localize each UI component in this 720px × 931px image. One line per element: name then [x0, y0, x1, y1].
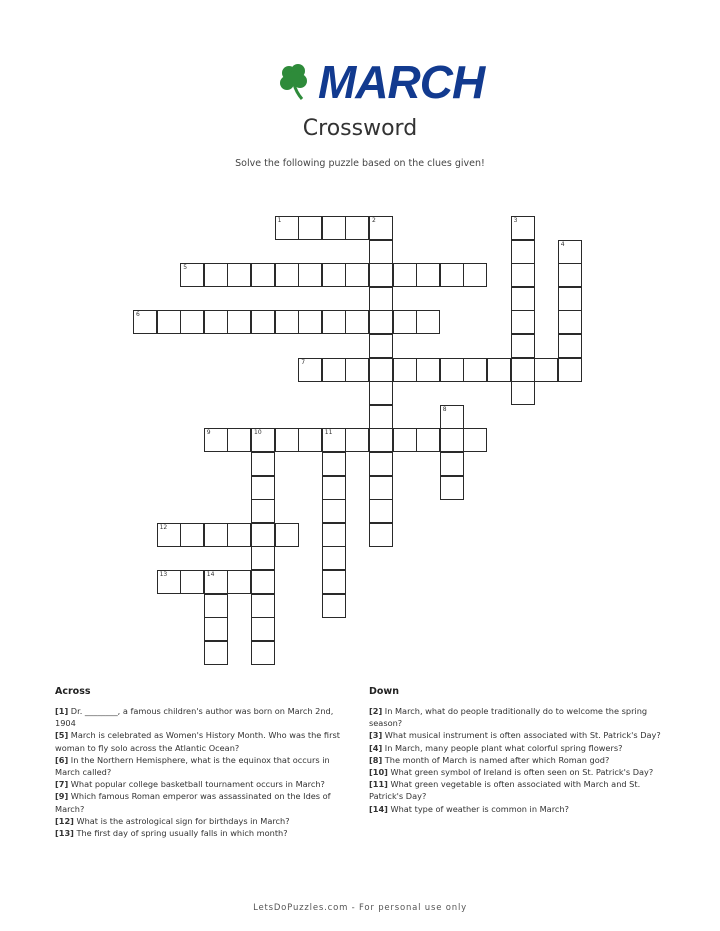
grid-cell[interactable]	[204, 570, 228, 594]
clue-label: [13]	[55, 828, 74, 839]
clue-item	[369, 754, 669, 766]
grid-cell[interactable]	[180, 263, 204, 287]
grid-cell[interactable]	[227, 263, 251, 287]
clue-text: The first day of spring usually falls in which month?	[73, 828, 288, 839]
grid-cell[interactable]	[393, 263, 417, 287]
grid-cell[interactable]	[298, 263, 322, 287]
clue-number: 7	[301, 358, 306, 366]
grid-cell[interactable]	[440, 405, 464, 429]
grid-cell[interactable]	[251, 499, 275, 523]
grid-cell[interactable]	[440, 263, 464, 287]
clue-item	[55, 729, 355, 753]
grid-cell[interactable]	[180, 310, 204, 334]
grid-cell[interactable]	[393, 358, 417, 382]
grid-cell[interactable]	[393, 310, 417, 334]
grid-cell[interactable]	[511, 216, 535, 240]
grid-cell[interactable]	[369, 523, 393, 547]
grid-cell[interactable]	[157, 523, 181, 547]
clue-text: In March, what do people traditionally do to welcome the spring season?	[369, 706, 648, 729]
grid-cell[interactable]	[251, 570, 275, 594]
grid-cell[interactable]	[463, 263, 487, 287]
grid-cell[interactable]	[251, 263, 275, 287]
grid-cell[interactable]	[369, 287, 393, 311]
clue-label: [12]	[55, 815, 74, 826]
footer-credit: LetsDoPuzzles.com - For personal use only	[253, 903, 467, 913]
grid-cell[interactable]	[369, 263, 393, 287]
clue-item	[369, 803, 669, 815]
grid-cell[interactable]	[369, 452, 393, 476]
clue-text: Which famous Roman emperor was assassinated on the Ides of March?	[55, 791, 331, 814]
grid-cell[interactable]	[369, 334, 393, 358]
clue-text: The month of March is named after which Roman god?	[382, 754, 610, 765]
clue-number: 2	[372, 217, 376, 224]
across-heading: Across	[55, 686, 91, 697]
grid-cell[interactable]	[511, 310, 535, 334]
grid-cell[interactable]	[393, 428, 417, 452]
grid-cell[interactable]	[345, 428, 369, 452]
grid-cell[interactable]	[416, 358, 440, 382]
clue-item	[369, 705, 669, 729]
grid-cell[interactable]	[369, 358, 393, 382]
grid-cell[interactable]	[416, 428, 440, 452]
grid-cell[interactable]	[369, 405, 393, 429]
grid-cell[interactable]	[227, 310, 251, 334]
grid-cell[interactable]	[275, 523, 299, 547]
grid-cell[interactable]	[298, 358, 322, 382]
down-heading: Down	[369, 686, 399, 697]
grid-cell[interactable]	[558, 263, 582, 287]
clue-number: 4	[560, 240, 565, 248]
grid-cell[interactable]	[511, 287, 535, 311]
grid-cell[interactable]	[227, 523, 251, 547]
clue-number: 5	[183, 264, 188, 272]
clue-text: What musical instrument is often associated with St. Patrick's Day?	[382, 730, 661, 741]
clue-label: [7]	[55, 779, 69, 790]
grid-cell[interactable]	[416, 310, 440, 334]
clue-text: What green symbol of Ireland is often seen on St. Patrick's Day?	[387, 767, 654, 778]
instructions-text: Solve the following puzzle based on the clues given!	[235, 158, 485, 169]
clue-item	[55, 705, 355, 729]
grid-cell[interactable]	[322, 263, 346, 287]
clue-label: [6]	[55, 754, 69, 765]
grid-cell[interactable]	[298, 310, 322, 334]
grid-cell[interactable]	[534, 358, 558, 382]
grid-cell[interactable]	[322, 310, 346, 334]
clue-item	[369, 729, 669, 741]
grid-cell[interactable]	[345, 263, 369, 287]
down-clues	[369, 686, 669, 815]
grid-cell[interactable]	[369, 428, 393, 452]
clue-text: What type of weather is common in March?	[387, 803, 569, 814]
grid-cell[interactable]	[322, 523, 346, 547]
grid-cell[interactable]	[180, 570, 204, 594]
clue-label: [14]	[369, 803, 388, 814]
clue-label: [5]	[55, 730, 69, 741]
grid-cell[interactable]	[558, 240, 582, 264]
clue-text: Dr. ________, a famous children's author was born on March 2nd, 1904	[55, 706, 334, 729]
clue-text: In the Northern Hemisphere, what is the equinox that occurs in March called?	[55, 754, 330, 778]
grid-cell[interactable]	[322, 499, 346, 523]
grid-cell[interactable]	[345, 358, 369, 382]
clue-number: 8	[442, 405, 447, 413]
grid-cell[interactable]	[322, 594, 346, 618]
grid-cell[interactable]	[275, 310, 299, 334]
grid-cell[interactable]	[251, 641, 275, 665]
grid-cell[interactable]	[251, 476, 275, 500]
grid-cell[interactable]	[251, 546, 275, 570]
grid-cell[interactable]	[369, 476, 393, 500]
clue-item	[55, 790, 355, 814]
grid-cell[interactable]	[440, 476, 464, 500]
grid-cell[interactable]	[416, 263, 440, 287]
clue-text: March is celebrated as Women's History Month. Who was the first woman to fly solo across the Atlantic Ocean?	[55, 730, 340, 753]
grid-cell[interactable]	[275, 263, 299, 287]
grid-cell[interactable]	[275, 428, 299, 452]
clue-item	[55, 754, 355, 778]
across-clues	[55, 686, 355, 839]
grid-cell[interactable]	[322, 428, 346, 452]
clue-item	[55, 815, 355, 827]
grid-cell[interactable]	[511, 381, 535, 405]
grid-cell[interactable]	[227, 428, 251, 452]
grid-cell[interactable]	[180, 523, 204, 547]
grid-cell[interactable]	[511, 263, 535, 287]
clue-label: [1]	[55, 706, 69, 716]
grid-cell[interactable]	[204, 641, 228, 665]
clue-label: [11]	[369, 779, 388, 790]
grid-cell[interactable]	[204, 310, 228, 334]
clue-number: 3	[513, 217, 518, 224]
clue-text: In March, many people plant what colorful spring flowers?	[382, 742, 623, 753]
clue-text: What is the astrological sign for birthdays in March?	[73, 815, 290, 826]
clue-label: [3]	[369, 730, 383, 741]
grid-cell[interactable]	[369, 240, 393, 264]
grid-cell[interactable]	[511, 334, 535, 358]
grid-cell[interactable]	[275, 216, 299, 240]
grid-cell[interactable]	[157, 570, 181, 594]
grid-cell[interactable]	[157, 310, 181, 334]
page-title: MARCH	[318, 56, 485, 108]
grid-cell[interactable]	[251, 617, 275, 641]
clue-item	[55, 778, 355, 790]
clue-item	[369, 742, 669, 754]
grid-cell[interactable]	[511, 240, 535, 264]
grid-cell[interactable]	[251, 594, 275, 618]
grid-cell[interactable]	[204, 263, 228, 287]
grid-cell[interactable]	[463, 428, 487, 452]
clue-item	[55, 827, 355, 839]
clue-number: 14	[206, 571, 215, 578]
grid-cell[interactable]	[204, 594, 228, 618]
clue-number: 13	[159, 571, 168, 578]
grid-cell[interactable]	[133, 310, 157, 334]
clue-number: 11	[324, 429, 333, 437]
grid-cell[interactable]	[511, 358, 535, 382]
grid-cell[interactable]	[251, 452, 275, 476]
clue-text: What popular college basketball tournament occurs in March?	[68, 779, 325, 790]
grid-cell[interactable]	[322, 570, 346, 594]
grid-cell[interactable]	[345, 216, 369, 240]
clue-item	[369, 778, 669, 802]
grid-cell[interactable]	[487, 358, 511, 382]
grid-cell[interactable]	[369, 216, 393, 240]
grid-cell[interactable]	[440, 452, 464, 476]
clue-text: What green vegetable is often associated with March and St. Patrick's Day?	[369, 779, 641, 802]
clue-label: [9]	[55, 791, 69, 802]
clue-number: 10	[254, 429, 262, 437]
grid-cell[interactable]	[440, 358, 464, 382]
grid-cell[interactable]	[227, 570, 251, 594]
grid-cell[interactable]	[322, 476, 346, 500]
grid-cell[interactable]	[251, 428, 275, 452]
clue-label: [10]	[369, 767, 388, 778]
clue-item	[369, 766, 669, 778]
grid-cell[interactable]	[440, 428, 464, 452]
grid-cell[interactable]	[463, 358, 487, 382]
grid-cell[interactable]	[322, 452, 346, 476]
page-subtitle: Crossword	[302, 116, 418, 141]
grid-cell[interactable]	[558, 287, 582, 311]
grid-cell[interactable]	[298, 216, 322, 240]
clue-label: [8]	[369, 754, 383, 765]
grid-cell[interactable]	[322, 358, 346, 382]
grid-cell[interactable]	[298, 428, 322, 452]
clue-number: 6	[136, 311, 140, 319]
grid-cell[interactable]	[204, 428, 228, 452]
grid-cell[interactable]	[369, 499, 393, 523]
grid-cell[interactable]	[204, 617, 228, 641]
grid-cell[interactable]	[345, 310, 369, 334]
clue-label: [2]	[369, 706, 383, 716]
grid-cell[interactable]	[251, 310, 275, 334]
clue-number: 12	[159, 523, 168, 531]
grid-cell[interactable]	[251, 523, 275, 547]
grid-cell[interactable]	[322, 216, 346, 240]
grid-cell[interactable]	[322, 546, 346, 570]
clue-number: 1	[277, 217, 282, 224]
grid-cell[interactable]	[558, 358, 582, 382]
grid-cell[interactable]	[369, 310, 393, 334]
grid-cell[interactable]	[558, 310, 582, 334]
clue-number: 9	[206, 429, 211, 437]
grid-cell[interactable]	[558, 334, 582, 358]
grid-cell[interactable]	[369, 381, 393, 405]
clue-label: [4]	[369, 742, 383, 753]
grid-cell[interactable]	[204, 523, 228, 547]
